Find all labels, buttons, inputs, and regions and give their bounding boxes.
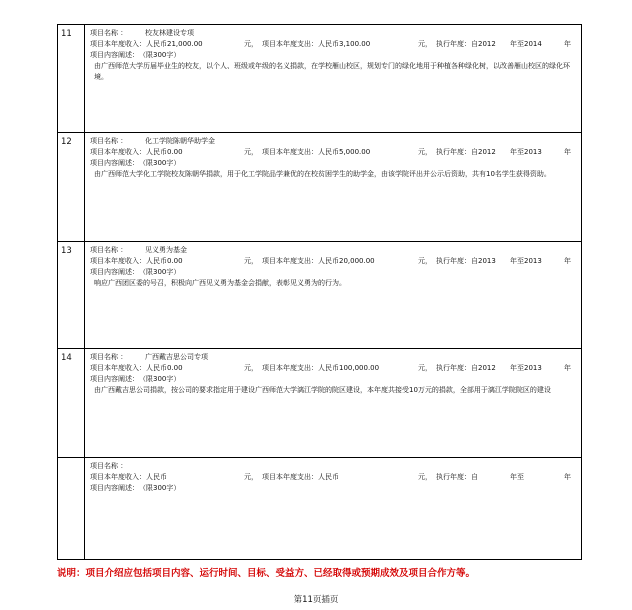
project-table xyxy=(57,24,582,560)
period-label: 执行年度：自2013 xyxy=(436,257,496,265)
description-label: 项目内容阐述： xyxy=(90,51,139,59)
project-name: 校友林建设专项 xyxy=(145,29,194,37)
income-value: 人民币21,000.00 xyxy=(146,40,203,48)
period-mid: 年至2013 xyxy=(510,364,542,372)
income-label: 项目本年度收入： xyxy=(90,257,146,265)
project-name-label: 项目名称 ： xyxy=(90,246,128,254)
project-name: 广西戴吉思公司专项 xyxy=(145,353,208,361)
row-content xyxy=(90,352,577,396)
income-unit: 元， xyxy=(244,148,258,156)
project-name-label: 项目名称 ： xyxy=(90,462,128,470)
footnote: 说明：项目介绍应包括项目内容、运行时间、目标、受益方、已经取得或预期成效及项目合作方等。 xyxy=(57,568,476,579)
expense-unit: 元， xyxy=(418,40,432,48)
income-label: 项目本年度收入： xyxy=(90,473,146,481)
description-limit: （限300字） xyxy=(139,51,181,59)
expense-value: 人民币5,000.00 xyxy=(318,148,371,156)
row-content xyxy=(90,245,577,289)
income-unit: 元， xyxy=(244,40,258,48)
income-value: 人民币0.00 xyxy=(146,364,183,372)
expense-value: 人民币20,000.00 xyxy=(318,257,375,265)
table-row xyxy=(58,133,581,242)
project-name: 见义勇为基金 xyxy=(145,246,187,254)
income-label: 项目本年度收入： xyxy=(90,364,146,372)
description-text: 由广西师范大学历届毕业生的校友，以个人、班级或年级的名义捐款，在学校雁山校区，规划专门的绿化地用于种植各种绿化树，以改善雁山校区的绿化环境。 xyxy=(94,62,570,81)
period-end: 年 xyxy=(564,148,571,156)
period-end: 年 xyxy=(564,40,571,48)
description-limit: （限300字） xyxy=(139,268,181,276)
row-content xyxy=(90,461,577,494)
expense-value: 人民币 xyxy=(318,473,339,481)
expense-label: 项目本年度支出： xyxy=(262,148,318,156)
row-number: 14 xyxy=(58,349,85,457)
project-name-label: 项目名称 ： xyxy=(90,29,128,37)
description-label: 项目内容阐述： xyxy=(90,375,139,383)
income-value: 人民币0.00 xyxy=(146,148,183,156)
period-mid: 年至2013 xyxy=(510,148,542,156)
period-mid: 年至 xyxy=(510,473,524,481)
expense-unit: 元， xyxy=(418,364,432,372)
description-label: 项目内容阐述： xyxy=(90,268,139,276)
period-end: 年 xyxy=(564,364,571,372)
period-mid: 年至2014 xyxy=(510,40,542,48)
period-label: 执行年度：自2012 xyxy=(436,364,496,372)
expense-unit: 元， xyxy=(418,257,432,265)
income-label: 项目本年度收入： xyxy=(90,148,146,156)
page-number: 第11页插页 xyxy=(293,595,339,605)
row-content xyxy=(90,136,577,180)
period-mid: 年至2013 xyxy=(510,257,542,265)
project-name: 化工学院陈朝华助学金 xyxy=(145,137,215,145)
income-value: 人民币 xyxy=(146,473,167,481)
period-label: 执行年度：自2012 xyxy=(436,148,496,156)
expense-value: 人民币3,100.00 xyxy=(318,40,371,48)
row-number: 11 xyxy=(58,25,85,132)
expense-label: 项目本年度支出： xyxy=(262,473,318,481)
description-limit: （限300字） xyxy=(139,375,181,383)
expense-unit: 元， xyxy=(418,473,432,481)
period-end: 年 xyxy=(564,473,571,481)
expense-unit: 元， xyxy=(418,148,432,156)
description-label: 项目内容阐述： xyxy=(90,159,139,167)
project-name-label: 项目名称 ： xyxy=(90,353,128,361)
table-row xyxy=(58,25,581,133)
row-number xyxy=(58,458,85,559)
expense-value: 人民币100,000.00 xyxy=(318,364,380,372)
income-value: 人民币0.00 xyxy=(146,257,183,265)
row-number: 12 xyxy=(58,133,85,241)
description-text: 响应广西团区委的号召，积极向广西见义勇为基金会捐献，表彰见义勇为的行为。 xyxy=(94,279,346,287)
description-label: 项目内容阐述： xyxy=(90,484,139,492)
description-limit: （限300字） xyxy=(139,159,181,167)
row-content xyxy=(90,28,577,83)
row-number: 13 xyxy=(58,242,85,348)
income-unit: 元， xyxy=(244,257,258,265)
period-label: 执行年度：自 xyxy=(436,473,478,481)
expense-label: 项目本年度支出： xyxy=(262,364,318,372)
table-row xyxy=(58,458,581,559)
description-text: 由广西戴吉思公司捐款，按公司的要求指定用于建设广西师范大学漓江学院的院区建设，本年度共接受10万元的捐款，全部用于漓江学院院区的建设 xyxy=(94,386,551,394)
expense-label: 项目本年度支出： xyxy=(262,257,318,265)
project-name-label: 项目名称 ： xyxy=(90,137,128,145)
expense-label: 项目本年度支出： xyxy=(262,40,318,48)
period-label: 执行年度：自2012 xyxy=(436,40,496,48)
description-text: 由广西师范大学化工学院校友陈朝华捐款，用于化工学院品学兼优的在校贫困学生的助学金，由该学院评出并公示后资助，共有10名学生获得资助。 xyxy=(94,170,551,178)
income-label: 项目本年度收入： xyxy=(90,40,146,48)
income-unit: 元， xyxy=(244,364,258,372)
period-end: 年 xyxy=(564,257,571,265)
income-unit: 元， xyxy=(244,473,258,481)
table-row xyxy=(58,242,581,349)
description-limit: （限300字） xyxy=(139,484,181,492)
table-row xyxy=(58,349,581,458)
